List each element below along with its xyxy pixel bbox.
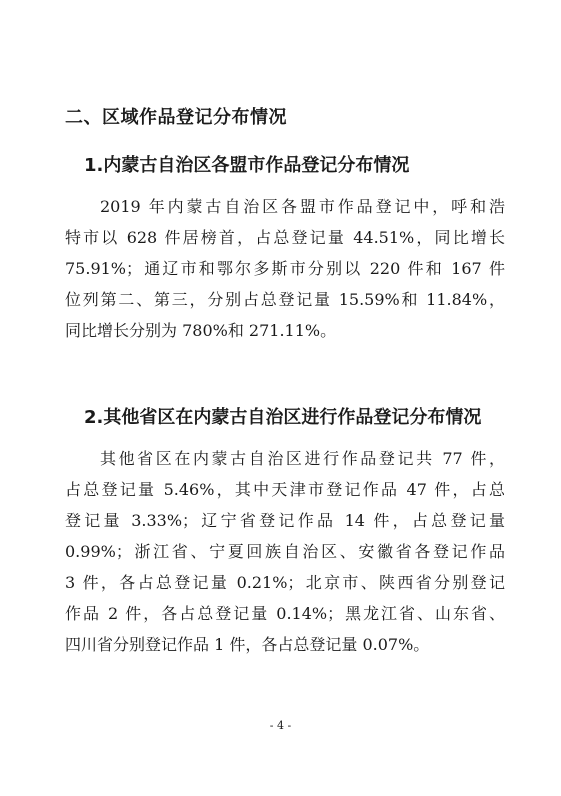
paragraph-line: 作品 2 件，各占总登记量 0.14%；黑龙江省、山东省、 [65, 604, 505, 623]
paragraph-line: 0.99%；浙江省、宁夏回族自治区、安徽省各登记作品 [65, 542, 505, 561]
paragraph-line: 四川省分别登记作品 1 件，各占总登记量 0.07%。 [65, 635, 430, 654]
paragraph-2 [65, 443, 505, 660]
paragraph-line: 同比增长分别为 780%和 271.11%。 [65, 321, 337, 340]
paragraph-line: 占总登记量 5.46%，其中天津市登记作品 47 件，占总 [65, 480, 505, 499]
paragraph-line: 75.91%；通辽市和鄂尔多斯市分别以 220 件和 167 件 [65, 259, 505, 278]
paragraph-line: 位列第二、第三，分别占总登记量 15.59%和 11.84%， [65, 290, 505, 309]
subsection-heading-1: 1.内蒙古自治区各盟市作品登记分布情况 [84, 155, 410, 176]
page-number: - 4 - [269, 719, 292, 732]
section-heading: 二、区域作品登记分布情况 [65, 107, 287, 128]
paragraph-line: 2019 年内蒙古自治区各盟市作品登记中，呼和浩 [100, 197, 505, 216]
paragraph-line: 特市以 628 件居榜首，占总登记量 44.51%，同比增长 [65, 228, 505, 247]
paragraph-line: 登记量 3.33%；辽宁省登记作品 14 件，占总登记量 [65, 511, 505, 530]
paragraph-line: 其他省区在内蒙古自治区进行作品登记共 77 件， [100, 449, 505, 468]
paragraph-1 [65, 191, 505, 346]
subsection-heading-2: 2.其他省区在内蒙古自治区进行作品登记分布情况 [84, 407, 482, 428]
paragraph-line: 3 件，各占总登记量 0.21%；北京市、陕西省分别登记 [65, 573, 505, 592]
